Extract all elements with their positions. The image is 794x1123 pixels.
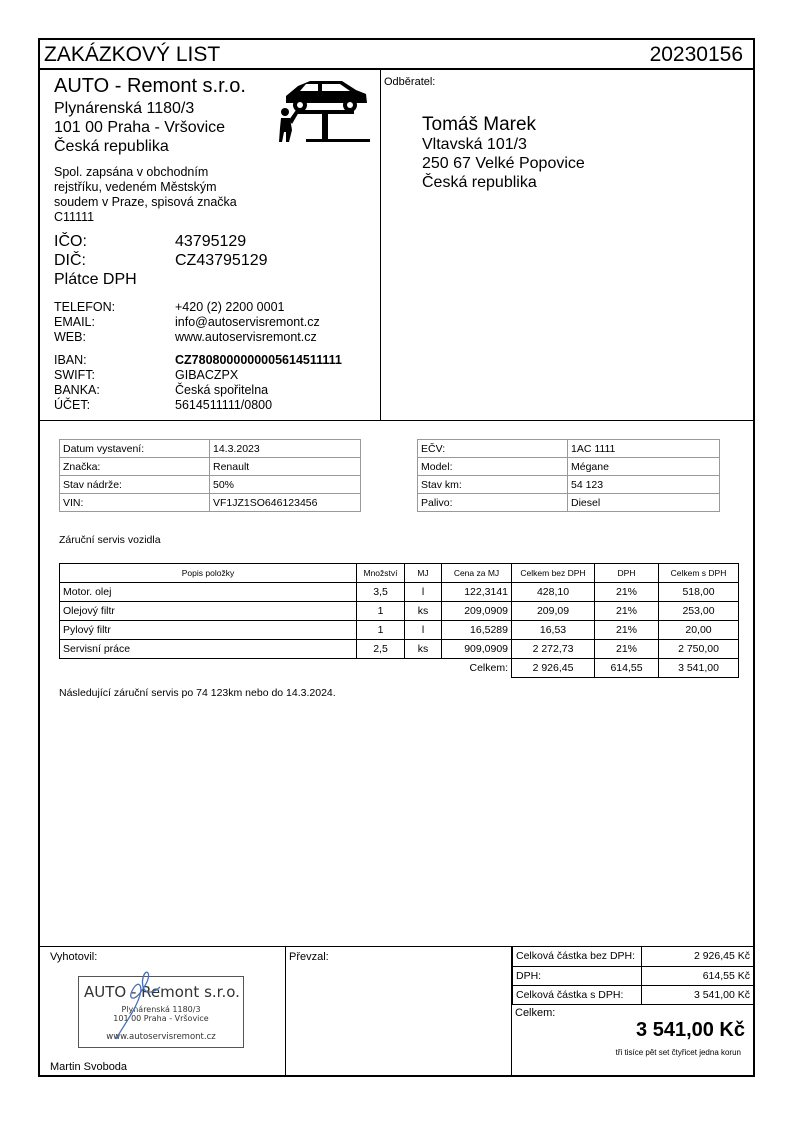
items-total-net: 2 926,45 <box>512 659 595 678</box>
vehicle-info-right <box>417 439 720 512</box>
customer-city: 250 67 Velké Popovice <box>422 155 585 172</box>
table-row: Stav nádrže: 50% <box>60 476 361 494</box>
issuer-name: Martin Svoboda <box>50 1061 128 1073</box>
footer-section <box>40 946 753 1077</box>
table-total-row <box>60 659 739 678</box>
document-number: 20230156 <box>649 43 743 66</box>
bank-value: Česká spořitelna <box>175 383 269 397</box>
vehicle-info-left <box>59 439 361 512</box>
customer-name: Tomáš Marek <box>422 114 537 135</box>
phone-label: TELEFON: <box>54 300 116 314</box>
table-row: Model: Mégane <box>418 458 720 476</box>
dic-label: DIČ: <box>54 252 86 269</box>
items-total-gross: 3 541,00 <box>659 659 739 678</box>
items-total-vat: 614,55 <box>595 659 659 678</box>
table-row: Značka: Renault <box>60 458 361 476</box>
table-header-row: Popis položky Množství MJ Cena za MJ Celkem bez DPH DPH Celkem s DPH <box>60 564 739 583</box>
service-note: Následující záruční servis po 74 123km nebo do 14.3.2024. <box>59 687 336 699</box>
table-row: Motor. olej 3,5 l 122,3141 428,10 21% 518,00 <box>60 583 739 602</box>
swift-label: SWIFT: <box>54 368 95 382</box>
ico-label: IČO: <box>54 233 87 250</box>
grand-total-value: 3 541,00 Kč <box>636 1019 745 1041</box>
email-value: info@autoservisremont.cz <box>175 315 320 329</box>
table-row: Datum vystavení: 14.3.2023 <box>60 440 361 458</box>
account-label: ÚČET: <box>54 398 91 412</box>
items-total-label: Celkem: <box>60 659 512 678</box>
swift-value: GIBACZPX <box>175 368 239 382</box>
car-lift-mechanic-icon <box>276 74 372 144</box>
grand-total-label: Celkem: <box>515 1007 556 1019</box>
document-title: ZAKÁZKOVÝ LIST <box>44 43 221 66</box>
customer-country: Česká republika <box>422 174 537 191</box>
iban-value: CZ7808000000005614511111 <box>175 353 342 367</box>
table-row: Servisní práce 2,5 ks 909,0909 2 272,73 21% 2 750,00 <box>60 640 739 659</box>
table-row: Celková částka bez DPH: 2 926,45 Kč <box>513 947 754 966</box>
signature-icon <box>110 965 170 1045</box>
company-stamp: AUTO - Remont s.r.o. Plynárenská 1180/3 101 00 Praha - Vršovice www.autoservisremont.cz <box>78 976 244 1048</box>
customer-label: Odběratel: <box>384 76 436 88</box>
table-row: Pylový filtr 1 l 16,5289 16,53 21% 20,00 <box>60 621 739 640</box>
web-label: WEB: <box>54 330 86 344</box>
issued-by-label: Vyhotovil: <box>50 951 98 963</box>
account-value: 5614511111/0800 <box>175 398 273 412</box>
grand-total-in-words: tři tisíce pět set čtyřicet jedna korun <box>615 1048 741 1057</box>
table-row: Celková částka s DPH: 3 541,00 Kč <box>513 985 754 1004</box>
title-bar <box>40 40 753 70</box>
supplier-city: 101 00 Praha - Vršovice <box>54 119 226 136</box>
service-type: Záruční servis vozidla <box>59 534 161 546</box>
order-sheet <box>38 38 755 1077</box>
totals-table <box>512 947 753 1005</box>
customer-street: Vltavská 101/3 <box>422 136 527 153</box>
ico-value: 43795129 <box>175 233 247 250</box>
web-value: www.autoservisremont.cz <box>175 330 317 344</box>
bank-label: BANKA: <box>54 383 100 397</box>
items-table <box>59 563 739 678</box>
supplier-street: Plynárenská 1180/3 <box>54 100 195 117</box>
table-row: EČV: 1AC 1111 <box>418 440 720 458</box>
table-row: VIN: VF1JZ1SO646123456 <box>60 494 361 512</box>
table-row: Olejový filtr 1 ks 209,0909 209,09 21% 253,00 <box>60 602 739 621</box>
table-row: Stav km: 54 123 <box>418 476 720 494</box>
supplier-name: AUTO - Remont s.r.o. <box>54 75 246 97</box>
supplier-country: Česká republika <box>54 138 169 155</box>
received-by-label: Převzal: <box>289 951 329 963</box>
email-label: EMAIL: <box>54 315 95 329</box>
header-section: AUTO - Remont s.r.o. Plynárenská 1180/3 101 00 Praha - Vršovice Česká republika Spol. zapsána v obchodním rejstříku, vedeném Městským soudem v Praze, spisová značka C11111 IČO: 43795129 DIČ: CZ43795129 Plátce DPH TELEFON: +420 (2) 2200 0001 EMAIL: info@autoservisremont.cz WEB: www.autoservisremont.cz IBAN: CZ7808000000005614511111 SWIFT: GIBACZPX BANKA: Česká spořitelna ÚČET: 5614511111/0800 Odběratel: Tomáš Marek Vltavská 101/3 250 67 Velké Popovice Česká republika <box>40 70 753 421</box>
phone-value: +420 (2) 2200 0001 <box>175 300 285 314</box>
table-row: Palivo: Diesel <box>418 494 720 512</box>
table-row: DPH: 614,55 Kč <box>513 966 754 985</box>
vat-payer: Plátce DPH <box>54 271 137 288</box>
dic-value: CZ43795129 <box>175 252 268 269</box>
iban-label: IBAN: <box>54 353 87 367</box>
